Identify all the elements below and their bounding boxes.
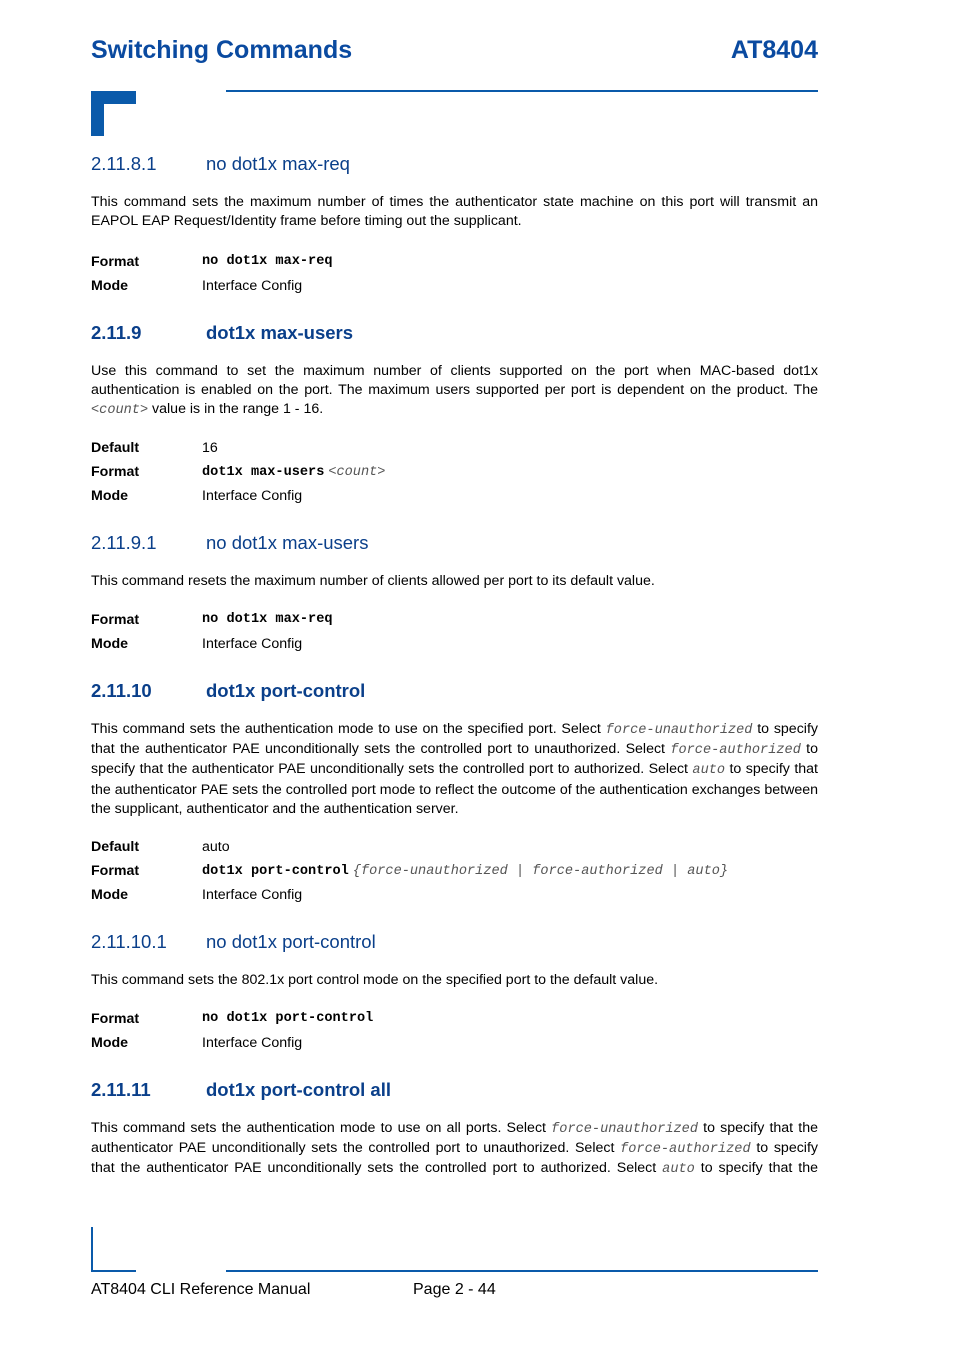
section-description: This command sets the 802.1x port control mode on the specified port to the default value. xyxy=(91,972,659,989)
header-rule xyxy=(226,90,818,92)
format-label: Format xyxy=(91,1010,140,1027)
section-heading-no-dot1x-max-req xyxy=(91,153,818,175)
desc-text: to specify that the authenticator PAE unconditionally sets the controlled port to authorized. Select xyxy=(91,1139,818,1177)
desc-text: to specify that the authenticator PAE unconditionally sets the controlled port to authorized. Select xyxy=(91,741,819,778)
default-value: 16 xyxy=(202,440,218,457)
desc-text: This command sets the authentication mode to use on all ports. Select xyxy=(91,1119,552,1136)
format-argument: <count> xyxy=(328,464,386,480)
footer-corner-mark xyxy=(91,1227,93,1272)
section-description: This command resets the maximum number of clients allowed per port to its default value. xyxy=(91,573,655,590)
header-section-title: Switching Commands xyxy=(91,36,353,64)
section-title: dot1x port-control xyxy=(206,679,366,701)
desc-text: to specify that the xyxy=(694,1160,818,1177)
format-row xyxy=(91,1007,818,1031)
format-command: no dot1x max-req xyxy=(202,612,333,628)
section-description xyxy=(91,1119,818,1180)
format-label: Format xyxy=(91,863,140,880)
command-properties xyxy=(91,1007,818,1055)
mode-label: Mode xyxy=(91,887,129,904)
mode-label: Mode xyxy=(91,1034,129,1051)
desc-text: Use this command to set the maximum number of clients supported on the port when MAC-based dot1x authentication is enabled on the port. The maximum users supported per port is dependent on the product. The xyxy=(91,362,818,398)
section-number: 2.11.8.1 xyxy=(91,153,157,174)
format-command: dot1x port-control xyxy=(202,863,349,879)
desc-code: force-authorized xyxy=(620,1141,751,1157)
header-corner-mark-vertical xyxy=(91,91,104,136)
default-value: auto xyxy=(202,839,230,856)
section-title: dot1x max-users xyxy=(206,321,354,343)
mode-row xyxy=(91,632,818,656)
command-properties xyxy=(91,835,818,907)
footer-page-number: Page 2 - 44 xyxy=(413,1281,496,1298)
section-heading-dot1x-port-control-all xyxy=(91,1079,818,1101)
desc-text: to specify that the authenticator PAE unconditionally sets the controlled port to unauthorized. Select xyxy=(91,1119,818,1156)
desc-text: value is in the range 1 - 16. xyxy=(148,401,324,418)
format-label: Format xyxy=(91,253,140,270)
section-title: no dot1x max-users xyxy=(206,532,369,554)
section-description: This command sets the maximum number of times the authenticator state machine on this port will transmit an EAPOL EAP Request/Identity frame before timing out the supplicant. xyxy=(91,194,818,230)
command-properties xyxy=(91,436,818,508)
footer-manual-title: AT8404 CLI Reference Manual xyxy=(91,1281,311,1298)
format-command: dot1x max-users xyxy=(202,464,325,480)
section-title: no dot1x port-control xyxy=(206,931,376,953)
section-number: 2.11.9 xyxy=(91,321,142,343)
mode-label: Mode xyxy=(91,277,129,294)
mode-value: Interface Config xyxy=(202,1034,303,1051)
format-row xyxy=(91,859,818,883)
mode-label: Mode xyxy=(91,635,129,652)
desc-text: to specify that the authenticator PAE sets the controlled port mode to reflect the outcome of the authentication exchanges between the supplicant, authenticator and the authentication server. xyxy=(91,761,818,817)
desc-code: <count> xyxy=(91,403,149,419)
format-label: Format xyxy=(91,464,140,481)
mode-row xyxy=(91,484,818,508)
section-number: 2.11.9.1 xyxy=(91,532,157,554)
page-content xyxy=(91,150,818,1179)
section-description xyxy=(91,362,818,421)
mode-value: Interface Config xyxy=(202,277,303,294)
footer-corner-mark-horizontal xyxy=(91,1270,136,1272)
section-description xyxy=(91,720,818,819)
desc-code: force-authorized xyxy=(670,743,801,759)
section-title: dot1x port-control all xyxy=(206,1078,391,1100)
format-command: no dot1x port-control xyxy=(202,1011,374,1027)
desc-text: to specify that the authenticator PAE unconditionally sets the controlled port to unauthorized. Select xyxy=(91,720,818,758)
section-heading-dot1x-max-users xyxy=(91,322,818,344)
format-row xyxy=(91,608,818,632)
format-command: no dot1x max-req xyxy=(202,254,333,270)
mode-row xyxy=(91,883,818,907)
desc-code: force-unauthorized xyxy=(605,722,753,738)
section-heading-no-dot1x-max-users xyxy=(91,532,818,554)
mode-value: Interface Config xyxy=(202,887,303,904)
default-row xyxy=(91,436,818,460)
command-properties xyxy=(91,250,818,298)
format-row xyxy=(91,460,818,484)
format-label: Format xyxy=(91,611,140,628)
mode-row xyxy=(91,1031,818,1055)
default-label: Default xyxy=(91,839,140,856)
format-argument: {force-unauthorized | force-authorized | auto} xyxy=(352,863,729,879)
mode-label: Mode xyxy=(91,488,129,505)
section-title: no dot1x max-req xyxy=(206,153,350,174)
section-number: 2.11.10 xyxy=(91,679,152,701)
default-label: Default xyxy=(91,440,140,457)
desc-code: auto xyxy=(662,1162,695,1178)
mode-row xyxy=(91,274,818,298)
desc-text: This command sets the authentication mode to use on the specified port. Select xyxy=(91,720,606,737)
section-number: 2.11.10.1 xyxy=(91,931,167,953)
format-row xyxy=(91,250,818,274)
section-heading-dot1x-port-control xyxy=(91,680,818,702)
mode-value: Interface Config xyxy=(202,635,303,652)
command-properties xyxy=(91,608,818,656)
section-heading-no-dot1x-port-control xyxy=(91,931,818,953)
mode-value: Interface Config xyxy=(202,488,303,505)
header-product: AT8404 xyxy=(730,36,818,64)
default-row xyxy=(91,835,818,859)
desc-code: force-unauthorized xyxy=(551,1121,698,1137)
desc-code: auto xyxy=(692,763,726,779)
section-number: 2.11.11 xyxy=(91,1078,151,1100)
footer-rule xyxy=(226,1270,818,1272)
